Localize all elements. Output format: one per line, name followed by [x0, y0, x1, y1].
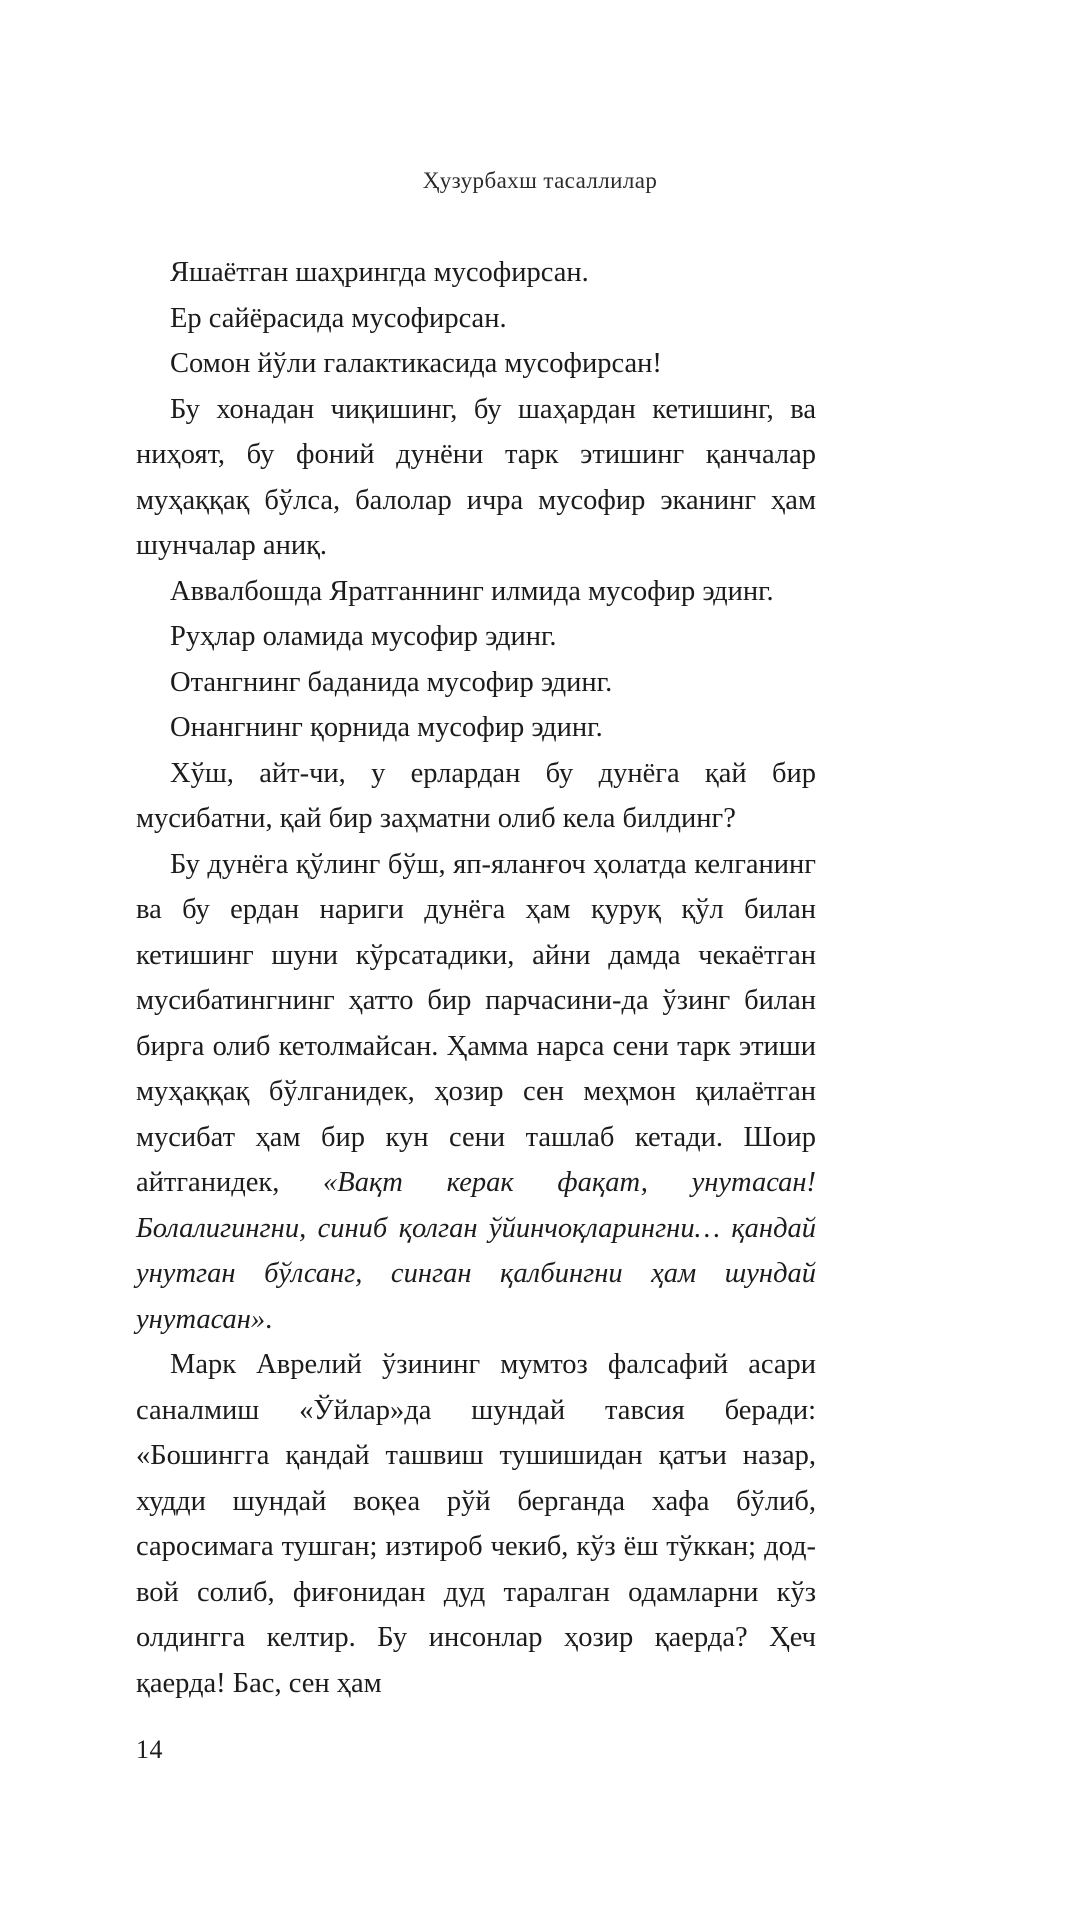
paragraph-body-text: Бу дунёга қўлинг бўш, яп-яланғоч ҳолатда келганинг ва бу ердан нариги дунёга ҳам қуруқ қўл билан кетишинг шуни кўрсатадики, айни дамда чекаётган мусибатингнинг ҳатто бир парчасини-да ўзинг билан бирга олиб кетолмайсан. Ҳамма нарса сени тарк этиши муҳаққақ бўлганидек, ҳозир сен меҳмон қилаётган мусибат ҳам бир кун сени ташлаб кетади. Шоир айтганидек,	[136, 848, 816, 1198]
body-line-3: Сомон йўли галактикасида мусофирсан!	[170, 348, 662, 379]
paragraph-mosofir-introduction: Бу хонадан чиқишинг, бу шаҳардан кетишинг, ва ниҳоят, бу фоний дунёни тарк этишинг қанчалар муҳаққақ бўлса, балолар ичра мусофир эканинг ҳам шунчалар аниқ.	[136, 393, 816, 561]
body-line-2: Ер сайёрасида мусофирсан.	[170, 302, 507, 334]
paragraph-onangning: Онангнинг қорнида мусофир эдинг.	[170, 712, 603, 743]
body-line-1: Яшаётган шаҳрингда мусофирсан.	[170, 257, 589, 288]
page-text-block	[136, 250, 816, 1706]
paragraph-xosh-aytchi: Хўш, айт-чи, у ерлардан бу дунёга қай бир мусибатни, қай бир заҳматни олиб кела билдинг?	[136, 757, 816, 834]
paragraph-ruhlar: Руҳлар оламида мусофир эдинг.	[170, 621, 557, 652]
paragraph-otangning: Отангнинг баданида мусофир эдинг.	[170, 666, 613, 698]
poet-quotation: «Вақт керак фақат, унутасан! Болалигингни, синиб қолган ўйинчоқларингни… қандай унутган бўлсанг, синган қалбингни ҳам шундай унутасан»	[136, 1167, 816, 1335]
running-header: Ҳузурбахш тасаллилар	[422, 168, 658, 193]
paragraph-mark-avreliy: Марк Аврелий ўзининг мумтоз фалсафий асари саналмиш «Ўйлар»да шундай тавсия беради: «Бошингга қандай ташвиш тушишидан қатъи назар, худди шундай воқеа рўй берганда хафа бўлиб, саросимага тушган; изтироб чекиб, кўз ёш тўккан; дод-вой солиб, фиғонидан дуд таралган одамларни кўз олдингга келтир. Бу инсонлар ҳозир қаерда? Ҳеч қаерда! Бас, сен ҳам	[136, 1349, 816, 1699]
paragraph-avvalboshda: Аввалбошда Яратганнинг илмида мусофир эдинг.	[170, 575, 774, 607]
page-number: 14	[136, 1735, 163, 1764]
paragraph-trailing-punctuation: .	[265, 1303, 273, 1335]
paragraph-bu-dunyoga	[136, 842, 816, 1343]
